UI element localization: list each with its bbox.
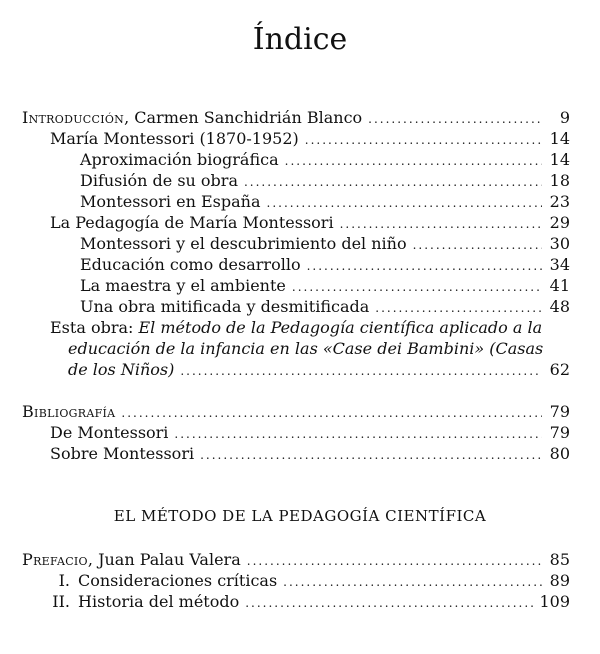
toc-entry-educacion-desarrollo[interactable] xyxy=(80,254,570,275)
page-number: 29 xyxy=(549,213,570,232)
dot-leader xyxy=(121,403,542,424)
toc-label-author: , Carmen Sanchidrián Blanco xyxy=(124,108,363,127)
dot-leader xyxy=(340,214,542,235)
page-title: Índice xyxy=(252,22,348,57)
toc-label: Aproximación biográfica xyxy=(80,150,279,169)
dot-leader xyxy=(267,193,543,214)
toc-entry-introduccion[interactable] xyxy=(22,107,570,128)
toc-label-italic: de los Niños) xyxy=(68,360,175,379)
toc-entry-montessori-espana[interactable] xyxy=(80,191,570,212)
toc-label: María Montessori (1870-1952) xyxy=(50,129,299,148)
toc-label-smallcaps: Prefacio xyxy=(22,550,88,569)
dot-leader xyxy=(375,298,542,319)
toc-label: Sobre Montessori xyxy=(50,444,195,463)
toc-label: La Pedagogía de María Montessori xyxy=(50,213,334,232)
toc-label: De Montessori xyxy=(50,423,169,442)
toc-label: Difusión de su obra xyxy=(80,171,238,190)
page-number: 18 xyxy=(549,171,570,190)
dot-leader xyxy=(174,424,542,445)
page-number: 62 xyxy=(549,360,570,379)
chapter-number: I. xyxy=(58,571,70,590)
toc-line xyxy=(50,359,570,380)
toc-label: Montessori y el descubrimiento del niño xyxy=(80,234,407,253)
page-number: 14 xyxy=(549,150,570,169)
dot-leader xyxy=(245,593,533,614)
dot-leader xyxy=(244,172,542,193)
dot-leader xyxy=(413,235,542,256)
dot-leader xyxy=(368,109,542,130)
toc-label: Montessori en España xyxy=(80,192,261,211)
page-number: 14 xyxy=(549,129,570,148)
section-heading: EL MÉTODO DE LA PEDAGOGÍA CIENTÍFICA xyxy=(113,507,487,525)
page-number: 89 xyxy=(549,571,570,590)
dot-leader xyxy=(247,551,542,572)
toc-label-prefix: Esta obra: xyxy=(50,318,139,337)
page-number: 41 xyxy=(549,276,570,295)
toc-line xyxy=(50,338,570,359)
dot-leader xyxy=(180,361,542,382)
toc-entry-bibliografia[interactable] xyxy=(22,401,570,422)
toc-entry-sobre-montessori[interactable] xyxy=(50,443,570,464)
toc-label: Consideraciones críticas xyxy=(78,571,278,590)
toc-line xyxy=(50,317,570,338)
toc-entry-prefacio[interactable] xyxy=(22,549,570,570)
page-number: 79 xyxy=(549,402,570,421)
toc-label-smallcaps: Introducción xyxy=(22,108,125,127)
toc-entry-difusion-obra[interactable] xyxy=(80,170,570,191)
toc-label-smallcaps: Bibliografía xyxy=(22,402,116,421)
dot-leader xyxy=(285,151,542,172)
toc-label: Educación como desarrollo xyxy=(80,255,301,274)
dot-leader xyxy=(305,130,542,151)
toc-entry-pedagogia[interactable] xyxy=(50,212,570,233)
dot-leader xyxy=(200,445,542,466)
toc-entry-aproximacion-biografica[interactable] xyxy=(80,149,570,170)
toc-entry-maestra-ambiente[interactable] xyxy=(80,275,570,296)
page-number: 80 xyxy=(549,444,570,463)
page-number: 48 xyxy=(549,297,570,316)
page-number: 85 xyxy=(549,550,570,569)
toc-label: La maestra y el ambiente xyxy=(80,276,286,295)
toc-label: Una obra mitificada y desmitificada xyxy=(80,297,370,316)
page-number: 79 xyxy=(549,423,570,442)
toc-entry-descubrimiento-nino[interactable] xyxy=(80,233,570,254)
toc-entry-esta-obra[interactable] xyxy=(50,317,570,380)
page-number: 30 xyxy=(549,234,570,253)
page-number: 9 xyxy=(559,108,570,127)
toc-entry-obra-mitificada[interactable] xyxy=(80,296,570,317)
toc-label-italic: educación de la infancia en las «Case dei Bambini» (Casas xyxy=(68,339,544,358)
toc-entry-consideraciones-criticas[interactable] xyxy=(44,570,570,591)
dot-leader xyxy=(283,572,542,593)
toc-label-italic: El método de la Pedagogía científica aplicado a la xyxy=(138,318,543,337)
page-number: 23 xyxy=(549,192,570,211)
toc-entry-maria-montessori[interactable] xyxy=(50,128,570,149)
toc-label: Historia del método xyxy=(78,592,240,611)
toc-label-author: , Juan Palau Valera xyxy=(87,550,241,569)
page-number: 109 xyxy=(539,592,570,611)
toc-entry-historia-metodo[interactable] xyxy=(44,591,570,612)
toc-entry-de-montessori[interactable] xyxy=(50,422,570,443)
chapter-number: II. xyxy=(52,592,70,611)
page-number: 34 xyxy=(549,255,570,274)
dot-leader xyxy=(307,256,542,277)
dot-leader xyxy=(292,277,542,298)
